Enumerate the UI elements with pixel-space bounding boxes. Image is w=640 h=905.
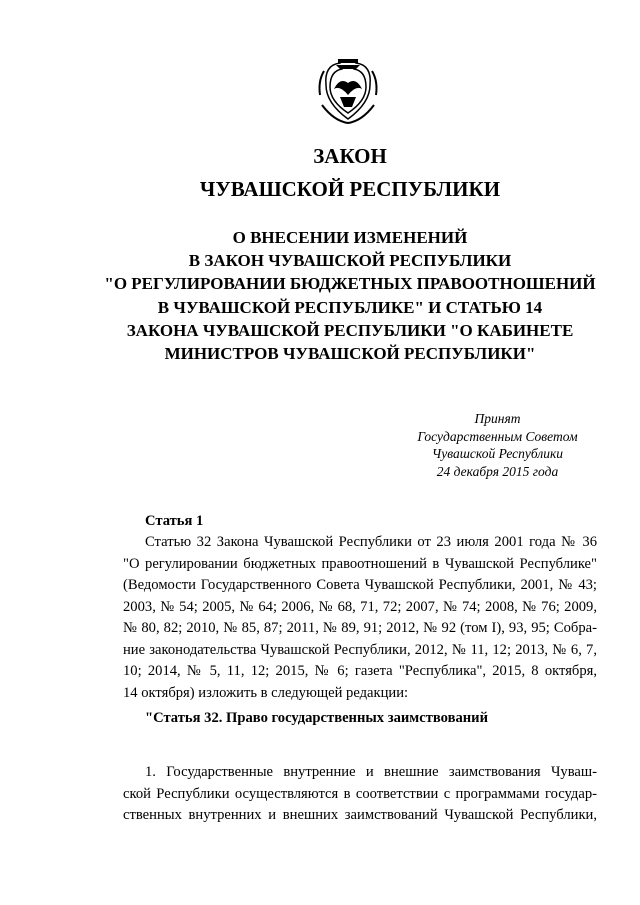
- quoted-article-heading: "Статья 32. Право государственных заимствований: [145, 710, 488, 726]
- paragraph-line: 1. Государственные внутренние и внешние заимствования Чуваш-: [145, 764, 597, 780]
- adoption-note: [400, 410, 595, 480]
- paragraph-line: 10; 2014, № 5, 11, 12; 2015, № 6; газета "Республика", 2015, 8 октября,: [123, 663, 597, 679]
- coat-of-arms-emblem: [316, 55, 380, 125]
- paragraph-line: ние законодательства Чувашской Республики, 2012, № 11, 12; 2013, № 6, 7,: [123, 641, 597, 658]
- subtitle-line: В ЗАКОН ЧУВАШСКОЙ РЕСПУБЛИКИ: [188, 251, 512, 271]
- subtitle-line: В ЧУВАШСКОЙ РЕСПУБЛИКЕ" И СТАТЬЮ 14: [157, 297, 543, 317]
- article-paragraph: [123, 532, 597, 704]
- article-heading: Статья 1: [145, 513, 204, 529]
- subtitle-line: МИНИСТРОВ ЧУВАШСКОЙ РЕСПУБЛИКИ": [164, 344, 536, 364]
- subtitle-line: ЗАКОНА ЧУВАШСКОЙ РЕСПУБЛИКИ "О КАБИНЕТЕ: [126, 320, 574, 340]
- paragraph-line: ственных внутренних и внешних заимствований Чувашской Республики,: [123, 807, 597, 823]
- paragraph-line: 2003, № 54; 2005, № 64; 2006, № 68, 71, 72; 2007, № 74; 2008, № 76; 2009,: [123, 598, 597, 615]
- adoption-line: Государственным Советом: [417, 428, 578, 444]
- paragraph-line: Статью 32 Закона Чувашской Республики от 23 июля 2001 года № 36: [145, 534, 597, 550]
- law-title: ЗАКОН: [313, 144, 387, 168]
- adoption-line: Чувашской Республики: [431, 446, 564, 461]
- paragraph-line: (Ведомости Государственного Совета Чувашской Республики, 2001, № 43;: [123, 577, 597, 593]
- subtitle-line: "О РЕГУЛИРОВАНИИ БЮДЖЕТНЫХ ПРАВООТНОШЕНИЙ: [104, 274, 596, 294]
- adoption-date: 24 декабря 2015 года: [436, 463, 559, 479]
- law-jurisdiction: ЧУВАШСКОЙ РЕСПУБЛИКИ: [199, 177, 501, 201]
- paragraph-line: ской Республики осуществляются в соответствии с программами государ-: [123, 785, 597, 802]
- quoted-paragraph: [123, 762, 597, 827]
- law-subtitle: [60, 226, 640, 365]
- paragraph-line: 14 октября) изложить в следующей редакции:: [123, 684, 409, 701]
- adoption-line: Принят: [474, 411, 521, 426]
- paragraph-line: "О регулировании бюджетных правоотношений в Чувашской Республике": [123, 555, 597, 572]
- paragraph-line: № 80, 82; 2010, № 85, 87; 2011, № 89, 91; 2012, № 92 (том I), 93, 95; Собра-: [123, 620, 597, 636]
- subtitle-line: О ВНЕСЕНИИ ИЗМЕНЕНИЙ: [232, 228, 468, 247]
